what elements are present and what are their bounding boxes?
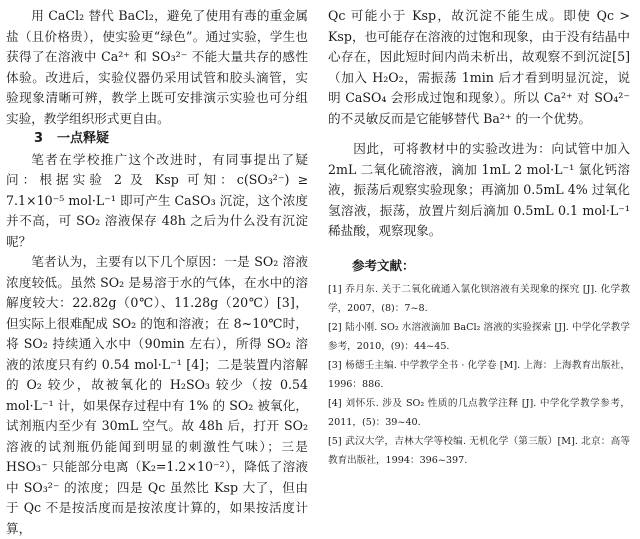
reference-text: 陆小刚. SO₂ 水溶液滴加 BaCl₂ 溶液的实验探索 [J]. 中学化学教学参考，2010，(9)：44~45. xyxy=(328,321,630,352)
section-title: 一点释疑 xyxy=(57,131,110,146)
reference-text: 武汉大学，吉林大学等校编. 无机化学（第三版）[M]. 北京：高等教育出版社，1994：396~397. xyxy=(328,435,630,466)
left-paragraph-3: 笔者认为，主要有以下几个原因：一是 SO₂ 溶液浓度较低。虽然 SO₂ 是易溶于水的气体，在水中的溶解度较大：22.82g（0℃）、11.28g（20℃）[3]，但实际上很难配成 SO₂ 的饱和溶液；在 8~10℃时，将 SO₂ 持续通入水中（90min 左右），所得 SO₂ 溶液的浓度只有约 0.54 mol·L⁻¹ [4]；二是装置内溶解的 O₂ 较少，故被氧化的 H₂SO₃ 较少（按 0.54 mol·L⁻¹ 计，如果保存过程中有 1% 的 SO₂ 被氧化，试剂瓶内至少有 30mL 空气。故 48h 后，打开 SO₂ 溶液的试剂瓶仍能闻到明显的刺激性气味）；三是 HSO₃⁻ 只能部分电离（K₂=1.2×10⁻²），降低了溶液中 SO₃²⁻ 的浓度；四是 Qc 虽然比 Ksp 大了，但由于 Qc 不是按活度而是按浓度计算的，如果按活度计算， xyxy=(6,254,308,536)
reference-number: [3] xyxy=(328,359,342,371)
reference-item xyxy=(328,318,630,356)
section-heading xyxy=(6,129,308,150)
section-number: 3 xyxy=(34,131,44,146)
reference-item xyxy=(328,394,630,432)
reference-number: [2] xyxy=(328,321,342,333)
reference-number: [1] xyxy=(328,283,342,295)
left-paragraph-1: 用 CaCl₂ 替代 BaCl₂，避免了使用有毒的重金属盐（且价格贵），使实验更“绿色”。通过实验，学生也获得了在溶液中 Ca²⁺ 和 SO₃²⁻ 不能大量共存的感性体验。改进后，实验仪器仍采用试管和胶头滴管，实验现象清晰可辨，教学上既可安排演示实验也可分组实验，教学组织形式更自由。 xyxy=(6,8,308,126)
left-column xyxy=(6,6,308,539)
reference-item xyxy=(328,280,630,318)
reference-item xyxy=(328,432,630,470)
reference-text: 刘怀乐. 涉及 SO₂ 性质的几点教学注释 [J]. 中学化学教学参考，2011，(5)：39~40. xyxy=(328,397,630,428)
reference-text: 杨德壬主编. 中学教学全书 · 化学卷 [M]. 上海：上海教育出版社，1996：886. xyxy=(328,359,630,390)
reference-text: 乔月东. 关于二氧化硫通入氯化钡溶液有关现象的探究 [J]. 化学教学，2007，(8)：7~8. xyxy=(328,283,630,314)
right-column xyxy=(328,6,630,470)
right-paragraph-1: Qc 可能小于 Ksp，故沉淀不能生成。即使 Qc > Ksp，也可能存在溶液的过饱和现象，由于没有结晶中心存在，因此短时间内尚未析出，故观察不到沉淀[5]（加入 H₂O₂，需振荡 1min 后才看到明显沉淀，说明 CaSO₄ 会形成过饱和现象）。所以 Ca²⁺ 对 SO₄²⁻ 的不灵敏反而是它能够替代 Ba²⁺ 的一个优势。 xyxy=(328,8,630,126)
references-list xyxy=(328,280,630,470)
reference-number: [5] xyxy=(328,435,342,447)
right-paragraph-2: 因此，可将教材中的实验改进为：向试管中加入 2mL 二氧化硫溶液，滴加 1mL 2 mol·L⁻¹ 氯化钙溶液，振荡后观察实验现象；再滴加 0.5mL 4% 过氧化氢溶液，振荡，放置片刻后滴加 0.5mL 0.1 mol·L⁻¹ 稀盐酸，观察现象。 xyxy=(328,141,630,238)
reference-number: [4] xyxy=(328,397,342,409)
reference-item xyxy=(328,356,630,394)
left-paragraph-2: 笔者在学校推广这个改进时，有同事提出了疑问：根据实验 2 及 Ksp 可知：c(SO₃²⁻) ≥ 7.1×10⁻⁵ mol·L⁻¹ 即可产生 CaSO₃ 沉淀，这个浓度并不高，可 SO₂ 溶液保存 48h 之后为什么没有沉淀呢？ xyxy=(6,151,308,249)
references-heading: 参考文献： xyxy=(352,257,415,273)
